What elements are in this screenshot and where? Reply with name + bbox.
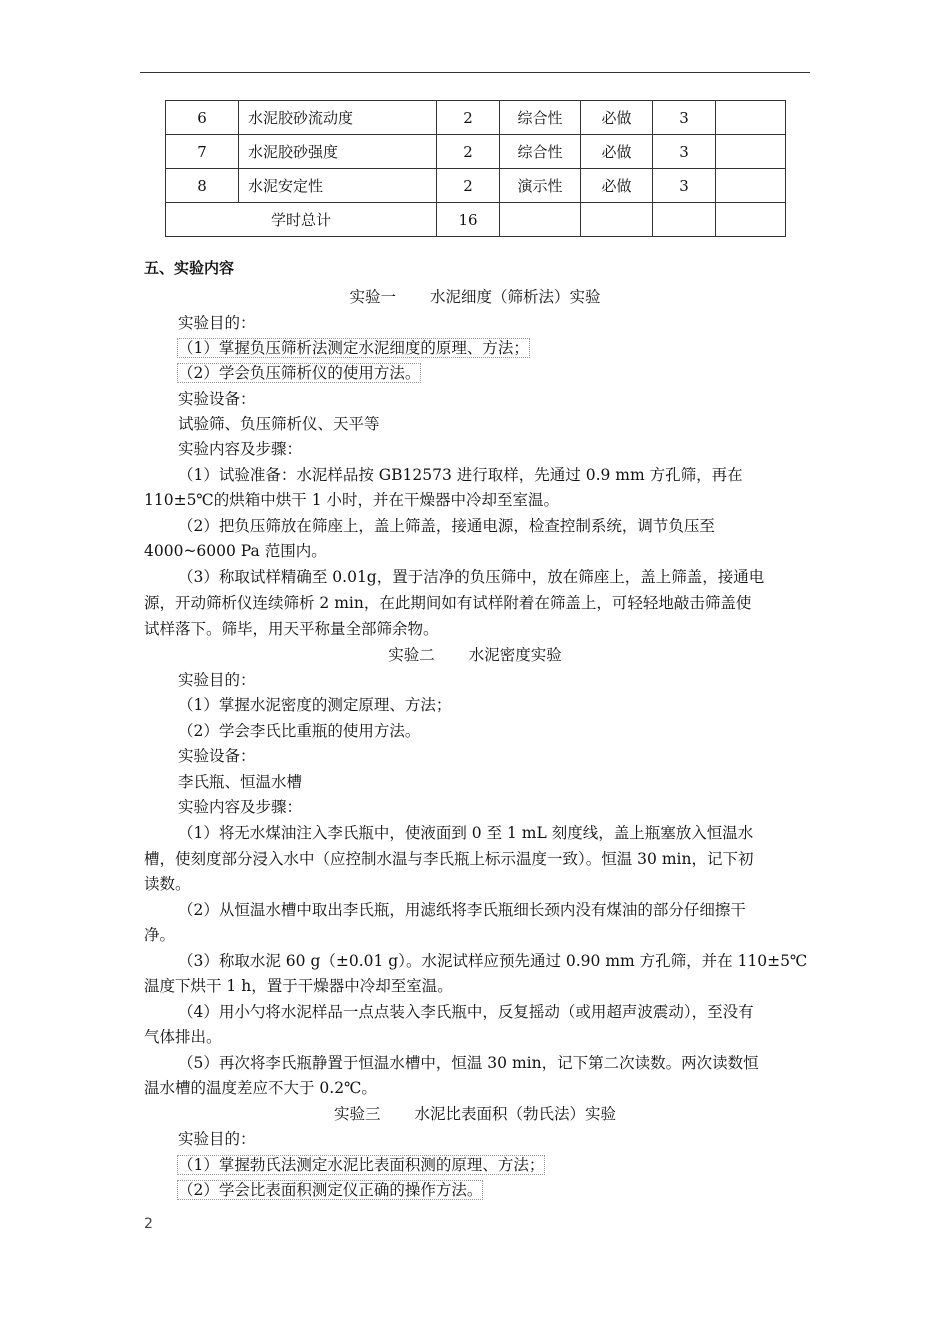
exp2-step4-line2: 气体排出。 — [144, 1028, 222, 1046]
exp1-equipment: 试验筛、负压筛析仪、天平等 — [178, 415, 380, 433]
empty-cell — [653, 203, 716, 237]
exp2-step5-line1: （5）再次将李氏瓶静置于恒温水槽中，恒温 30 min，记下第二次读数。两次读数恒 — [178, 1054, 759, 1072]
row-number: 8 — [166, 169, 239, 203]
exp1-step2-line1: （2）把负压筛放在筛座上，盖上筛盖，接通电源，检查控制系统，调节负压至 — [178, 517, 715, 535]
exp2-step2-line2: 净。 — [144, 926, 176, 944]
table-total-row — [166, 203, 786, 237]
exp2-step1-line2: 槽，使刻度部分浸入水中（应控制水温与李氏瓶上标示温度一致）。恒温 30 min，记下初 — [144, 850, 754, 868]
exp1-step2-line2: 4000~6000 Pa 范围内。 — [144, 542, 327, 560]
experiment-name: 水泥胶砂流动度 — [239, 101, 437, 135]
type-cell: 演示性 — [500, 169, 581, 203]
hours-cell: 2 — [437, 101, 500, 135]
exp2-equipment: 李氏瓶、恒温水槽 — [178, 773, 303, 791]
table-row — [166, 169, 786, 203]
group-cell: 3 — [653, 101, 716, 135]
course-hours-table — [165, 100, 786, 237]
row-number: 7 — [166, 135, 239, 169]
exp2-step1-line1: （1）将无水煤油注入李氏瓶中，使液面到 0 至 1 mL 刻度线，盖上瓶塞放入恒温水 — [178, 824, 754, 842]
exp2-equipment-label: 实验设备： — [178, 747, 256, 765]
exp1-title-number: 实验一 — [349, 288, 396, 306]
header-rule — [140, 72, 810, 73]
exp2-step3-line2: 温度下烘干 1 h，置于干燥器中冷却至室温。 — [144, 977, 453, 995]
requirement-cell: 必做 — [581, 169, 653, 203]
hours-cell: 2 — [437, 169, 500, 203]
exp1-step3-line1: （3）称取试样精确至 0.01g，置于洁净的负压筛中，放在筛座上，盖上筛盖，接通电 — [178, 568, 765, 586]
type-cell: 综合性 — [500, 135, 581, 169]
exp1-title-text: 水泥细度（筛析法）实验 — [430, 288, 601, 306]
exp1-title — [0, 287, 950, 307]
exp1-step1-line1: （1）试验准备：水泥样品按 GB12573 进行取样，先通过 0.9 mm 方孔筛，再在 — [178, 466, 743, 484]
requirement-cell: 必做 — [581, 101, 653, 135]
exp1-equipment-label: 实验设备： — [178, 390, 256, 408]
total-label: 学时总计 — [166, 203, 437, 237]
exp1-steps-label: 实验内容及步骤： — [178, 440, 303, 458]
exp2-step1-line3: 读数。 — [144, 875, 191, 893]
group-cell: 3 — [653, 169, 716, 203]
empty-cell — [500, 203, 581, 237]
exp2-purpose-1: （1）掌握水泥密度的测定原理、方法； — [178, 696, 452, 714]
exp1-purpose-2 — [178, 363, 420, 383]
exp3-purpose-1 — [178, 1155, 544, 1175]
table-row — [166, 135, 786, 169]
exp2-title-number: 实验二 — [388, 646, 435, 664]
total-hours: 16 — [437, 203, 500, 237]
requirement-cell: 必做 — [581, 135, 653, 169]
type-cell: 综合性 — [500, 101, 581, 135]
hours-cell: 2 — [437, 135, 500, 169]
empty-cell — [716, 203, 786, 237]
row-number: 6 — [166, 101, 239, 135]
exp2-step5-line2: 温水槽的温度差应不大于 0.2℃。 — [144, 1079, 377, 1097]
exp3-purpose-label: 实验目的： — [178, 1130, 256, 1148]
exp1-step3-line3: 试样落下。筛毕，用天平称量全部筛余物。 — [144, 620, 439, 638]
section-heading: 五、实验内容 — [144, 259, 235, 277]
note-cell — [716, 101, 786, 135]
exp3-title-text: 水泥比表面积（勃氏法）实验 — [414, 1105, 617, 1123]
experiment-name: 水泥安定性 — [239, 169, 437, 203]
exp1-purpose-1-text: （1）掌握负压筛析法测定水泥细度的原理、方法； — [178, 339, 529, 357]
exp2-purpose-label: 实验目的： — [178, 671, 256, 689]
exp3-title-number: 实验三 — [333, 1105, 381, 1123]
exp1-purpose-1 — [178, 338, 529, 358]
exp3-title — [0, 1104, 950, 1124]
empty-cell — [581, 203, 653, 237]
exp3-purpose-2 — [178, 1180, 482, 1200]
exp1-purpose-2-text: （2）学会负压筛析仪的使用方法。 — [178, 364, 421, 382]
exp2-title-text: 水泥密度实验 — [468, 646, 562, 664]
note-cell — [716, 169, 786, 203]
note-cell — [716, 135, 786, 169]
table-row — [166, 101, 786, 135]
exp2-step2-line1: （2）从恒温水槽中取出李氏瓶，用滤纸将李氏瓶细长颈内没有煤油的部分仔细擦干 — [178, 901, 746, 919]
experiment-name: 水泥胶砂强度 — [239, 135, 437, 169]
exp3-purpose-1-text: （1）掌握勃氏法测定水泥比表面积测的原理、方法； — [178, 1156, 545, 1174]
exp2-title — [0, 645, 950, 665]
page-number: 2 — [144, 1216, 153, 1232]
exp1-step3-line2: 源，开动筛析仪连续筛析 2 min，在此期间如有试样附着在筛盖上，可轻轻地敲击筛盖使 — [144, 594, 752, 612]
exp2-purpose-2: （2）学会李氏比重瓶的使用方法。 — [178, 722, 421, 740]
exp2-step3-line1: （3）称取水泥 60 g（±0.01 g）。水泥试样应预先通过 0.90 mm 方孔筛，并在 110±5℃ — [178, 952, 808, 970]
exp1-step1-line2: 110±5℃的烘箱中烘干 1 小时，并在干燥器中冷却至室温。 — [144, 491, 559, 509]
exp2-step4-line1: （4）用小勺将水泥样品一点点装入李氏瓶中，反复摇动（或用超声波震动），至没有 — [178, 1003, 754, 1021]
exp1-purpose-label: 实验目的： — [178, 314, 256, 332]
group-cell: 3 — [653, 135, 716, 169]
exp3-purpose-2-text: （2）学会比表面积测定仪正确的操作方法。 — [178, 1181, 483, 1199]
exp2-steps-label: 实验内容及步骤： — [178, 798, 303, 816]
